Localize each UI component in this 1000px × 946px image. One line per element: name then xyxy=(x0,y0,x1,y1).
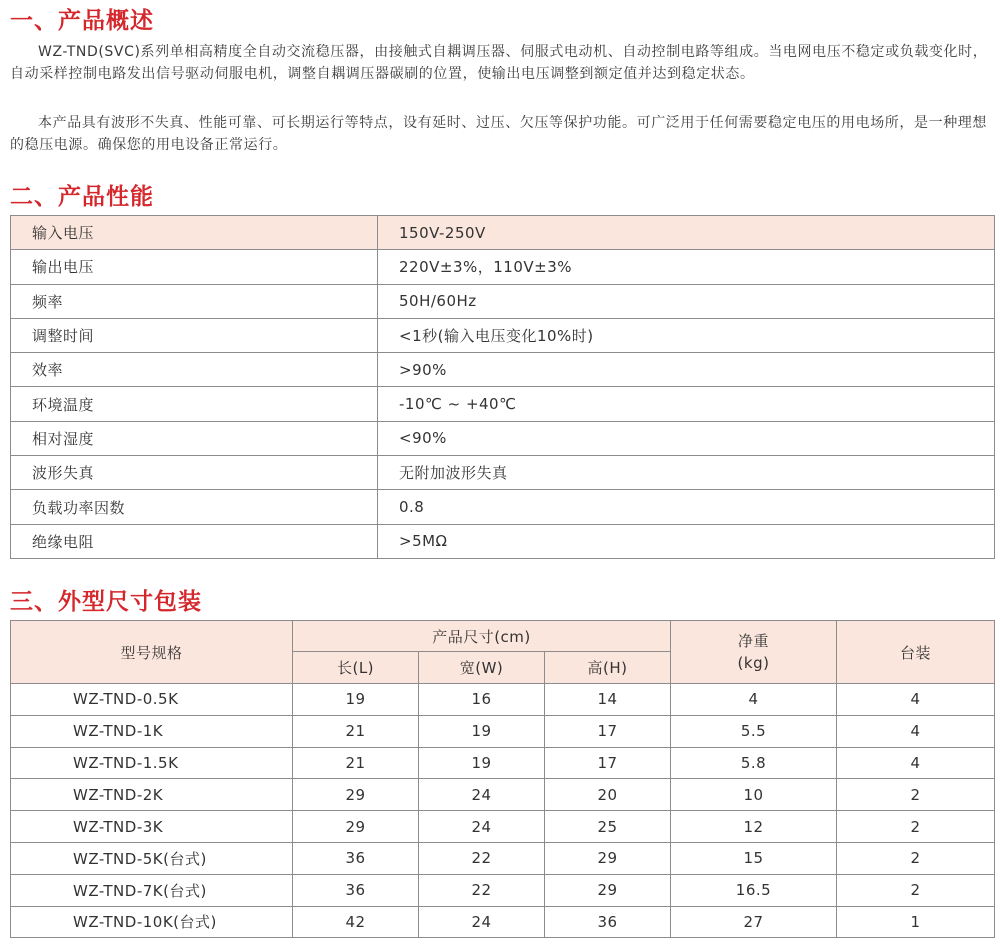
table-row xyxy=(11,842,995,874)
pack-cell: 2 xyxy=(837,779,995,811)
weight-cell: 10 xyxy=(671,779,837,811)
height-cell: 25 xyxy=(545,811,671,843)
table-row xyxy=(11,387,995,421)
table-row xyxy=(11,284,995,318)
header-height: 高(H) xyxy=(545,652,671,684)
model-cell: WZ-TND-0.5K xyxy=(11,684,293,716)
length-cell: 36 xyxy=(293,842,419,874)
length-cell: 29 xyxy=(293,779,419,811)
height-cell: 17 xyxy=(545,715,671,747)
width-cell: 24 xyxy=(419,811,545,843)
table-row xyxy=(11,490,995,524)
model-cell: WZ-TND-10K(台式) xyxy=(11,906,293,938)
table-row xyxy=(11,747,995,779)
model-cell: WZ-TND-1.5K xyxy=(11,747,293,779)
spec-label: 输出电压 xyxy=(11,250,378,284)
model-cell: WZ-TND-3K xyxy=(11,811,293,843)
spec-value: >90% xyxy=(378,353,995,387)
table-row xyxy=(11,779,995,811)
header-pack: 台装 xyxy=(837,621,995,684)
height-cell: 36 xyxy=(545,906,671,938)
width-cell: 22 xyxy=(419,874,545,906)
spec-label: 效率 xyxy=(11,353,378,387)
spec-value: <1秒(输入电压变化10%时) xyxy=(378,318,995,352)
weight-cell: 4 xyxy=(671,684,837,716)
width-cell: 24 xyxy=(419,906,545,938)
weight-cell: 12 xyxy=(671,811,837,843)
performance-table xyxy=(10,215,995,559)
table-row xyxy=(11,906,995,938)
spec-label: 调整时间 xyxy=(11,318,378,352)
height-cell: 29 xyxy=(545,874,671,906)
table-row xyxy=(11,353,995,387)
pack-cell: 4 xyxy=(837,747,995,779)
length-cell: 29 xyxy=(293,811,419,843)
table-row xyxy=(11,456,995,490)
spec-label: 波形失真 xyxy=(11,456,378,490)
pack-cell: 2 xyxy=(837,842,995,874)
spec-value: 150V-250V xyxy=(378,216,995,250)
width-cell: 16 xyxy=(419,684,545,716)
table-row xyxy=(11,421,995,455)
weight-cell: 16.5 xyxy=(671,874,837,906)
spec-value: 0.8 xyxy=(378,490,995,524)
length-cell: 36 xyxy=(293,874,419,906)
pack-cell: 2 xyxy=(837,811,995,843)
header-width: 宽(W) xyxy=(419,652,545,684)
spec-label: 频率 xyxy=(11,284,378,318)
height-cell: 14 xyxy=(545,684,671,716)
model-cell: WZ-TND-2K xyxy=(11,779,293,811)
header-length: 长(L) xyxy=(293,652,419,684)
height-cell: 20 xyxy=(545,779,671,811)
weight-cell: 5.8 xyxy=(671,747,837,779)
dimensions-table xyxy=(10,620,995,938)
spec-value: 220V±3%，110V±3% xyxy=(378,250,995,284)
pack-cell: 2 xyxy=(837,874,995,906)
width-cell: 19 xyxy=(419,715,545,747)
spec-label: 绝缘电阻 xyxy=(11,524,378,558)
overview-title: 一、产品概述 xyxy=(10,8,154,34)
spec-value: 50H/60Hz xyxy=(378,284,995,318)
table-row xyxy=(11,216,995,250)
length-cell: 21 xyxy=(293,747,419,779)
model-cell: WZ-TND-1K xyxy=(11,715,293,747)
spec-value: <90% xyxy=(378,421,995,455)
table-row xyxy=(11,684,995,716)
weight-cell: 27 xyxy=(671,906,837,938)
header-net-weight-label: 净重 (kg) xyxy=(737,632,770,672)
spec-label: 环境温度 xyxy=(11,387,378,421)
header-net-weight xyxy=(671,621,837,684)
height-cell: 17 xyxy=(545,747,671,779)
overview-paragraph-2: 本产品具有波形不失真、性能可靠、可长期运行等特点，设有延时、过压、欠压等保护功能。可广泛用于任何需要稳定电压的用电场所，是一种理想的稳压电源。确保您的用电设备正常运行。 xyxy=(10,115,987,153)
performance-title: 二、产品性能 xyxy=(10,184,154,210)
spec-label: 负载功率因数 xyxy=(11,490,378,524)
table-row xyxy=(11,524,995,558)
header-size: 产品尺寸(cm) xyxy=(293,621,671,652)
length-cell: 42 xyxy=(293,906,419,938)
weight-cell: 15 xyxy=(671,842,837,874)
spec-value: 无附加波形失真 xyxy=(378,456,995,490)
height-cell: 29 xyxy=(545,842,671,874)
spec-label: 相对湿度 xyxy=(11,421,378,455)
model-cell: WZ-TND-5K(台式) xyxy=(11,842,293,874)
model-cell: WZ-TND-7K(台式) xyxy=(11,874,293,906)
weight-cell: 5.5 xyxy=(671,715,837,747)
table-row xyxy=(11,318,995,352)
spec-label: 输入电压 xyxy=(11,216,378,250)
pack-cell: 4 xyxy=(837,715,995,747)
pack-cell: 4 xyxy=(837,684,995,716)
width-cell: 24 xyxy=(419,779,545,811)
header-model: 型号规格 xyxy=(11,621,293,684)
table-row xyxy=(11,250,995,284)
width-cell: 19 xyxy=(419,747,545,779)
dimensions-title: 三、外型尺寸包装 xyxy=(10,589,202,615)
overview-paragraph-1: WZ-TND(SVC)系列单相高精度全自动交流稳压器，由接触式自耦调压器、伺服式电动机、自动控制电路等组成。当电网电压不稳定或负载变化时，自动采样控制电路发出信号驱动伺服电机，调整自耦调压器碳刷的位置，使输出电压调整到额定值并达到稳定状态。 xyxy=(10,44,988,82)
table-row xyxy=(11,811,995,843)
length-cell: 21 xyxy=(293,715,419,747)
width-cell: 22 xyxy=(419,842,545,874)
spec-value: -10℃ ~ +40℃ xyxy=(378,387,995,421)
spec-value: >5MΩ xyxy=(378,524,995,558)
table-row xyxy=(11,874,995,906)
length-cell: 19 xyxy=(293,684,419,716)
table-row xyxy=(11,715,995,747)
pack-cell: 1 xyxy=(837,906,995,938)
